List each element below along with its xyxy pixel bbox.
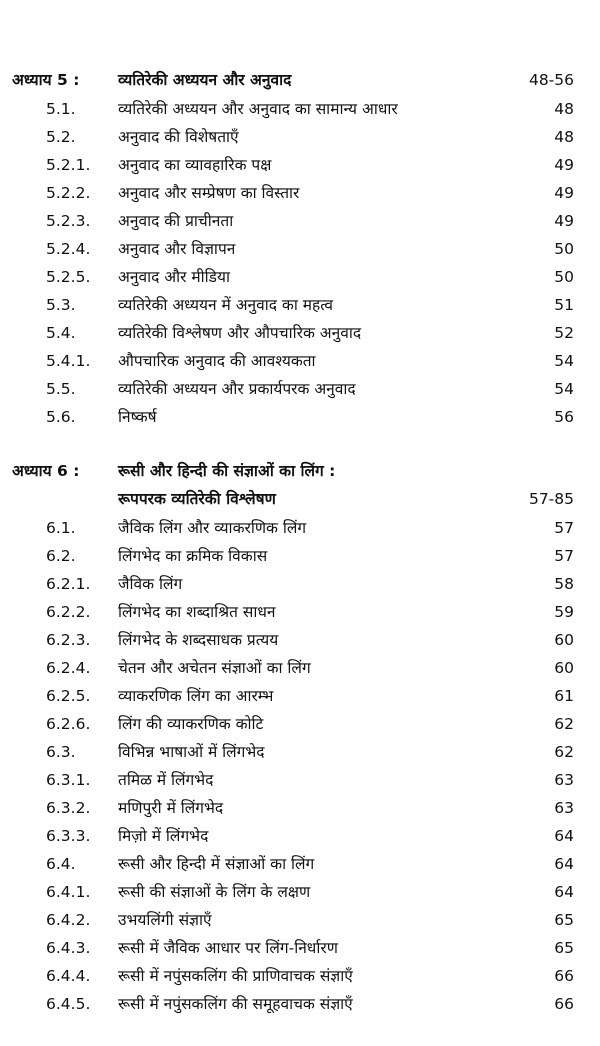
toc-entry — [0, 515, 600, 541]
entry-title: जैविक लिंग और व्याकरणिक लिंग — [118, 519, 307, 537]
entry-number: 5.2.4. — [46, 240, 91, 258]
entry-page: 56 — [554, 408, 574, 426]
entry-number: 6.4.1. — [46, 883, 91, 901]
entry-page: 49 — [554, 184, 574, 202]
entry-title: चेतन और अचेतन संज्ञाओं का लिंग — [118, 659, 311, 677]
toc-entry — [0, 404, 600, 430]
toc-entry — [0, 963, 600, 989]
entry-number: 5.2.3. — [46, 212, 91, 230]
entry-page: 66 — [554, 967, 574, 985]
entry-title: अनुवाद की प्राचीनता — [118, 212, 234, 230]
entry-number: 6.2.4. — [46, 659, 91, 677]
entry-title: जैविक लिंग — [118, 575, 183, 593]
chapter-number: अध्याय 5 : — [12, 71, 80, 89]
toc-entry — [0, 348, 600, 374]
toc-entry — [0, 627, 600, 653]
entry-title: रूसी और हिन्दी में संज्ञाओं का लिंग — [118, 855, 315, 873]
entry-number: 6.3.3. — [46, 827, 91, 845]
entry-title: अनुवाद की विशेषताएँ — [118, 128, 239, 146]
entry-title: अनुवाद और विज्ञापन — [118, 240, 236, 258]
entry-page: 63 — [554, 771, 574, 789]
toc-entry — [0, 655, 600, 681]
entry-title: व्याकरणिक लिंग का आरम्भ — [118, 687, 274, 705]
entry-page: 54 — [554, 380, 574, 398]
entry-number: 6.4.2. — [46, 911, 91, 929]
toc-entry — [0, 683, 600, 709]
toc-entry — [0, 208, 600, 234]
entry-number: 6.2.6. — [46, 715, 91, 733]
entry-page: 49 — [554, 212, 574, 230]
toc-entry — [0, 823, 600, 849]
toc-entry — [0, 879, 600, 905]
entry-number: 5.5. — [46, 380, 76, 398]
entry-title: अनुवाद और मीडिया — [118, 268, 230, 286]
entry-number: 6.3.1. — [46, 771, 91, 789]
toc-entry — [0, 795, 600, 821]
chapter-page-range: 48-56 — [528, 71, 574, 89]
entry-page: 60 — [554, 659, 574, 677]
entry-page: 58 — [554, 575, 574, 593]
toc-entry — [0, 180, 600, 206]
toc-entry — [0, 376, 600, 402]
toc-entry — [0, 935, 600, 961]
entry-page: 64 — [554, 883, 574, 901]
entry-number: 6.2.1. — [46, 575, 91, 593]
toc-entry — [0, 767, 600, 793]
toc-entry — [0, 711, 600, 737]
entry-number: 5.4. — [46, 324, 76, 342]
entry-page: 61 — [554, 687, 574, 705]
toc-entry — [0, 96, 600, 122]
chapter-subtitle: रूपपरक व्यतिरेकी विश्लेषण — [118, 490, 276, 508]
chapter-title: व्यतिरेकी अध्ययन और अनुवाद — [118, 71, 292, 89]
entry-title: लिंग की व्याकरणिक कोटि — [118, 715, 264, 733]
entry-number: 5.2. — [46, 128, 76, 146]
entry-page: 48 — [554, 128, 574, 146]
entry-number: 6.1. — [46, 519, 76, 537]
toc-entry — [0, 851, 600, 877]
entry-number: 5.3. — [46, 296, 76, 314]
entry-page: 66 — [554, 995, 574, 1013]
chapter-title: रूसी और हिन्दी की संज्ञाओं का लिंग : — [118, 462, 336, 480]
chapter-number: अध्याय 6 : — [12, 462, 80, 480]
entry-number: 5.4.1. — [46, 352, 91, 370]
entry-title: रूसी में नपुंसकलिंग की समूहवाचक संज्ञाएँ — [118, 995, 353, 1013]
entry-page: 62 — [554, 743, 574, 761]
entry-title: व्यतिरेकी अध्ययन और प्रकार्यपरक अनुवाद — [118, 380, 356, 398]
entry-title: रूसी की संज्ञाओं के लिंग के लक्षण — [118, 883, 311, 901]
entry-number: 5.2.1. — [46, 156, 91, 174]
entry-number: 6.4.5. — [46, 995, 91, 1013]
entry-page: 51 — [554, 296, 574, 314]
toc-entry — [0, 543, 600, 569]
toc-entry — [0, 320, 600, 346]
entry-number: 6.2.5. — [46, 687, 91, 705]
entry-number: 6.2.2. — [46, 603, 91, 621]
toc-entry — [0, 152, 600, 178]
entry-page: 57 — [554, 547, 574, 565]
toc-entry — [0, 124, 600, 150]
toc-entry — [0, 571, 600, 597]
entry-page: 50 — [554, 268, 574, 286]
entry-title: अनुवाद का व्यावहारिक पक्ष — [118, 156, 272, 174]
toc-entry — [0, 991, 600, 1017]
entry-number: 6.2.3. — [46, 631, 91, 649]
entry-title: व्यतिरेकी अध्ययन में अनुवाद का महत्व — [118, 296, 334, 314]
toc-entry — [0, 907, 600, 933]
entry-title: विभिन्न भाषाओं में लिंगभेद — [118, 743, 265, 761]
entry-title: उभयलिंगी संज्ञाएँ — [118, 911, 212, 929]
entry-title: अनुवाद और सम्प्रेषण का विस्तार — [118, 184, 300, 202]
toc-entry — [0, 264, 600, 290]
entry-number: 5.2.5. — [46, 268, 91, 286]
entry-page: 54 — [554, 352, 574, 370]
chapter-heading — [0, 458, 600, 484]
entry-number: 6.4.4. — [46, 967, 91, 985]
chapter-heading — [0, 67, 600, 93]
entry-title: व्यतिरेकी विश्लेषण और औपचारिक अनुवाद — [118, 324, 362, 342]
entry-number: 5.1. — [46, 100, 76, 118]
entry-title: लिंगभेद के शब्दसाधक प्रत्यय — [118, 631, 279, 649]
entry-number: 5.6. — [46, 408, 76, 426]
toc-entry — [0, 236, 600, 262]
entry-page: 60 — [554, 631, 574, 649]
entry-page: 63 — [554, 799, 574, 817]
entry-title: निष्कर्ष — [118, 408, 157, 426]
entry-number: 6.2. — [46, 547, 76, 565]
entry-page: 50 — [554, 240, 574, 258]
entry-title: लिंगभेद का शब्दाश्रित साधन — [118, 603, 276, 621]
entry-page: 57 — [554, 519, 574, 537]
entry-page: 49 — [554, 156, 574, 174]
entry-number: 6.3.2. — [46, 799, 91, 817]
entry-page: 59 — [554, 603, 574, 621]
entry-number: 6.3. — [46, 743, 76, 761]
entry-title: व्यतिरेकी अध्ययन और अनुवाद का सामान्य आधार — [118, 100, 398, 118]
entry-page: 64 — [554, 855, 574, 873]
entry-number: 6.4.3. — [46, 939, 91, 957]
entry-number: 6.4. — [46, 855, 76, 873]
entry-title: मिज़ो में लिंगभेद — [118, 827, 209, 845]
entry-title: तमिळ में लिंगभेद — [118, 771, 214, 789]
entry-title: औपचारिक अनुवाद की आवश्यकता — [118, 352, 316, 370]
toc-entry — [0, 739, 600, 765]
toc-entry — [0, 292, 600, 318]
entry-page: 65 — [554, 911, 574, 929]
chapter-subheading — [0, 486, 600, 512]
entry-title: मणिपुरी में लिंगभेद — [118, 799, 224, 817]
chapter-page-range: 57-85 — [528, 490, 574, 508]
entry-page: 64 — [554, 827, 574, 845]
entry-title: लिंगभेद का क्रमिक विकास — [118, 547, 268, 565]
entry-page: 65 — [554, 939, 574, 957]
entry-number: 5.2.2. — [46, 184, 91, 202]
entry-page: 52 — [554, 324, 574, 342]
entry-page: 62 — [554, 715, 574, 733]
entry-page: 48 — [554, 100, 574, 118]
entry-title: रूसी में जैविक आधार पर लिंग-निर्धारण — [118, 939, 338, 957]
entry-title: रूसी में नपुंसकलिंग की प्राणिवाचक संज्ञाएँ — [118, 967, 353, 985]
toc-entry — [0, 599, 600, 625]
